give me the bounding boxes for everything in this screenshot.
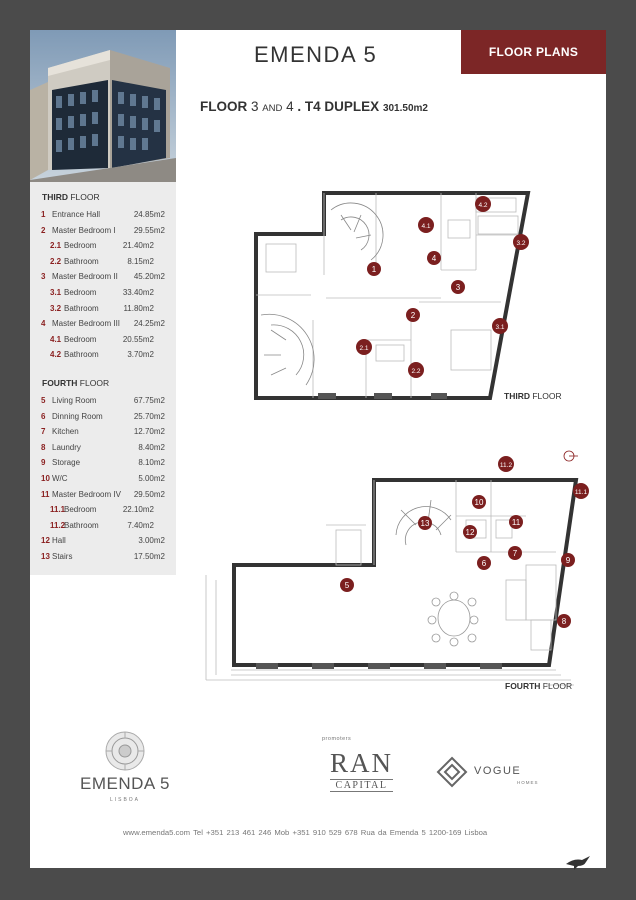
plan-marker-label: 2.1	[359, 345, 369, 352]
plan-marker-7	[508, 546, 522, 560]
plan-marker-6	[477, 556, 491, 570]
room-area: 33.40m2	[122, 288, 154, 297]
room-number: 13	[41, 552, 50, 561]
plan-marker-label: 4.1	[421, 223, 431, 230]
room-area: 3.70m2	[127, 350, 154, 360]
plan-marker-4-1	[418, 217, 434, 233]
room-number: 1	[41, 210, 46, 219]
room-row	[41, 210, 165, 222]
room-area: 29.55m2	[133, 225, 165, 235]
room-area: 20.55m2	[122, 334, 154, 344]
room-area: 24.85m2	[133, 210, 165, 219]
room-name: Stairs	[52, 552, 73, 561]
room-name: Bedroom	[64, 505, 97, 515]
plan-marker-2-1	[356, 339, 372, 355]
room-number: 3.2	[50, 303, 62, 313]
room-row	[50, 521, 165, 533]
room-area: 21.40m2	[122, 241, 154, 251]
room-number: 8	[41, 442, 46, 452]
plan-marker-label: 13	[420, 519, 430, 528]
room-name: Bedroom	[64, 241, 97, 251]
vogue-diamond-icon	[436, 756, 468, 788]
room-row	[41, 272, 165, 284]
room-row	[50, 505, 165, 517]
room-name: Master Bedroom I	[52, 225, 116, 235]
room-row	[41, 552, 165, 564]
plan-marker-3	[451, 280, 465, 294]
plan-marker-2-2	[408, 362, 424, 378]
room-row	[41, 427, 165, 439]
plan-marker-12	[463, 525, 477, 539]
plan-marker-4-2	[475, 196, 491, 212]
plan-marker-label: 3.2	[516, 240, 526, 247]
bird-icon	[564, 852, 594, 872]
room-name: Kitchen	[52, 427, 79, 437]
room-row	[50, 335, 165, 347]
room-area: 22.10m2	[122, 505, 154, 515]
plan-marker-label: 11.2	[499, 462, 513, 469]
room-name: Entrance Hall	[52, 210, 101, 219]
plan-marker-10	[472, 495, 486, 509]
ran-logo-text: RAN	[330, 748, 394, 778]
plan-marker-label: 11	[511, 518, 521, 527]
third-floor-label: THIRD FLOOR	[504, 391, 562, 401]
room-row	[41, 536, 165, 548]
room-name: Storage	[52, 458, 81, 468]
plan-marker-label: 8	[561, 617, 567, 626]
room-number: 11.1	[50, 505, 66, 515]
plan-marker-2	[406, 308, 420, 322]
rosette-logo-icon	[104, 730, 146, 772]
room-row	[41, 474, 165, 486]
room-row	[41, 319, 165, 331]
plan-marker-label: 12	[465, 528, 475, 537]
room-row	[41, 458, 165, 470]
room-name: Bathroom	[64, 520, 99, 530]
capital-logo-text: CAPITAL	[330, 779, 393, 792]
plan-marker-label: 9	[565, 556, 571, 565]
room-area: 8.40m2	[138, 442, 165, 452]
room-area: 67.75m2	[133, 396, 165, 405]
plan-marker-11	[509, 515, 523, 529]
room-area: 8.15m2	[127, 256, 154, 266]
room-name: Master Bedroom IV	[52, 489, 121, 499]
brochure-page	[30, 30, 606, 868]
plan-marker-1	[367, 262, 381, 276]
fourth-floor-heading: FOURTH FLOOR	[42, 378, 110, 388]
room-number: 2	[41, 225, 46, 235]
room-name: Bedroom	[64, 334, 97, 344]
vogue-homes-text: HOMES	[517, 780, 539, 785]
plan-marker-9	[561, 553, 575, 567]
room-number: 3.1	[50, 288, 62, 297]
room-name: Living Room	[52, 396, 97, 405]
plan-marker-label: 6	[481, 559, 487, 568]
plan-marker-8	[557, 614, 571, 628]
room-name: Bathroom	[64, 256, 99, 266]
room-area: 8.10m2	[138, 458, 165, 468]
room-schedule-panel	[30, 182, 176, 575]
brand-title: EMENDA 5	[254, 42, 378, 67]
room-area: 17.50m2	[133, 552, 165, 561]
room-row	[50, 304, 165, 316]
third-floor-heading: THIRD FLOOR	[42, 192, 100, 202]
room-row	[41, 443, 165, 455]
plan-marker-4	[427, 251, 441, 265]
fourth-floor-label: FOURTH FLOOR	[505, 681, 573, 691]
room-area: 5.00m2	[138, 474, 165, 483]
promoters-label: promoters	[322, 736, 352, 742]
room-name: Master Bedroom III	[52, 319, 121, 329]
room-row	[41, 396, 165, 408]
room-area: 12.70m2	[133, 427, 165, 437]
room-area: 11.80m2	[123, 303, 154, 313]
room-area: 7.40m2	[127, 520, 154, 530]
room-row	[41, 412, 165, 424]
plan-marker-label: 10	[474, 498, 484, 507]
plan-marker-11-2	[498, 456, 514, 472]
room-number: 4.1	[50, 334, 62, 344]
plan-marker-label: 5	[344, 581, 350, 590]
room-number: 2.1	[50, 241, 62, 251]
room-number: 11.2	[50, 520, 66, 530]
plan-marker-label: 3	[455, 283, 461, 292]
plan-marker-3-1	[492, 318, 508, 334]
plan-marker-label: 7	[512, 549, 518, 558]
plan-marker-11-1	[573, 483, 589, 499]
room-number: 11	[41, 489, 50, 499]
room-row	[50, 288, 165, 300]
room-area: 25.70m2	[133, 411, 165, 421]
room-number: 4	[41, 319, 46, 329]
plan-marker-13	[418, 516, 432, 530]
plan-marker-label: 2.2	[411, 368, 421, 375]
room-area: 3.00m2	[138, 536, 165, 546]
floor-plan-drawing	[176, 180, 606, 710]
plan-marker-label: 1	[371, 265, 377, 274]
plan-marker-label: 3.1	[495, 324, 505, 331]
fourth-floor-plan	[206, 480, 576, 685]
room-name: Bathroom	[64, 303, 99, 313]
room-number: 10	[41, 474, 50, 483]
room-number: 9	[41, 458, 46, 468]
room-area: 24.25m2	[133, 319, 165, 329]
room-number: 4.2	[50, 350, 62, 360]
room-number: 6	[41, 411, 46, 421]
room-number: 5	[41, 396, 46, 405]
room-name: Bathroom	[64, 350, 99, 360]
room-name: Hall	[52, 536, 66, 546]
building-photo	[30, 30, 176, 182]
room-area: 45.20m2	[133, 272, 165, 282]
emenda-logo-text: EMENDA 5	[80, 774, 170, 793]
room-name: W/C	[52, 474, 68, 483]
room-number: 12	[41, 536, 50, 546]
room-number: 7	[41, 427, 46, 437]
plan-title: FLOOR 3 AND 4 . T4 DUPLEX 301.50m2	[200, 99, 428, 114]
room-row	[41, 226, 165, 238]
emenda-logo-sub: LISBOA	[109, 797, 141, 803]
room-number: 2.2	[50, 256, 62, 266]
room-number: 3	[41, 272, 46, 282]
room-row	[50, 350, 165, 362]
plan-marker-label: 11.1	[574, 489, 588, 496]
plan-marker-label: 4.2	[478, 202, 488, 209]
plan-marker-label: 4	[431, 254, 437, 263]
room-row	[41, 490, 165, 502]
plan-marker-label: 2	[410, 311, 416, 320]
plan-marker-5	[340, 578, 354, 592]
room-row	[50, 257, 165, 269]
room-area: 29.50m2	[133, 489, 165, 499]
plan-marker-3-2	[513, 234, 529, 250]
floor-plans-tag: FLOOR PLANS	[461, 30, 606, 74]
room-name: Laundry	[52, 442, 81, 452]
vogue-logo-text: VOGUE	[474, 765, 522, 777]
room-row	[50, 241, 165, 253]
room-name: Dinning Room	[52, 411, 103, 421]
contact-line: www.emenda5.com Tel +351 213 461 246 Mob +351 910 529 678 Rua da Emenda 5 1200-169 Lisboa	[123, 828, 488, 837]
room-name: Master Bedroom II	[52, 272, 118, 282]
room-name: Bedroom	[64, 288, 97, 297]
